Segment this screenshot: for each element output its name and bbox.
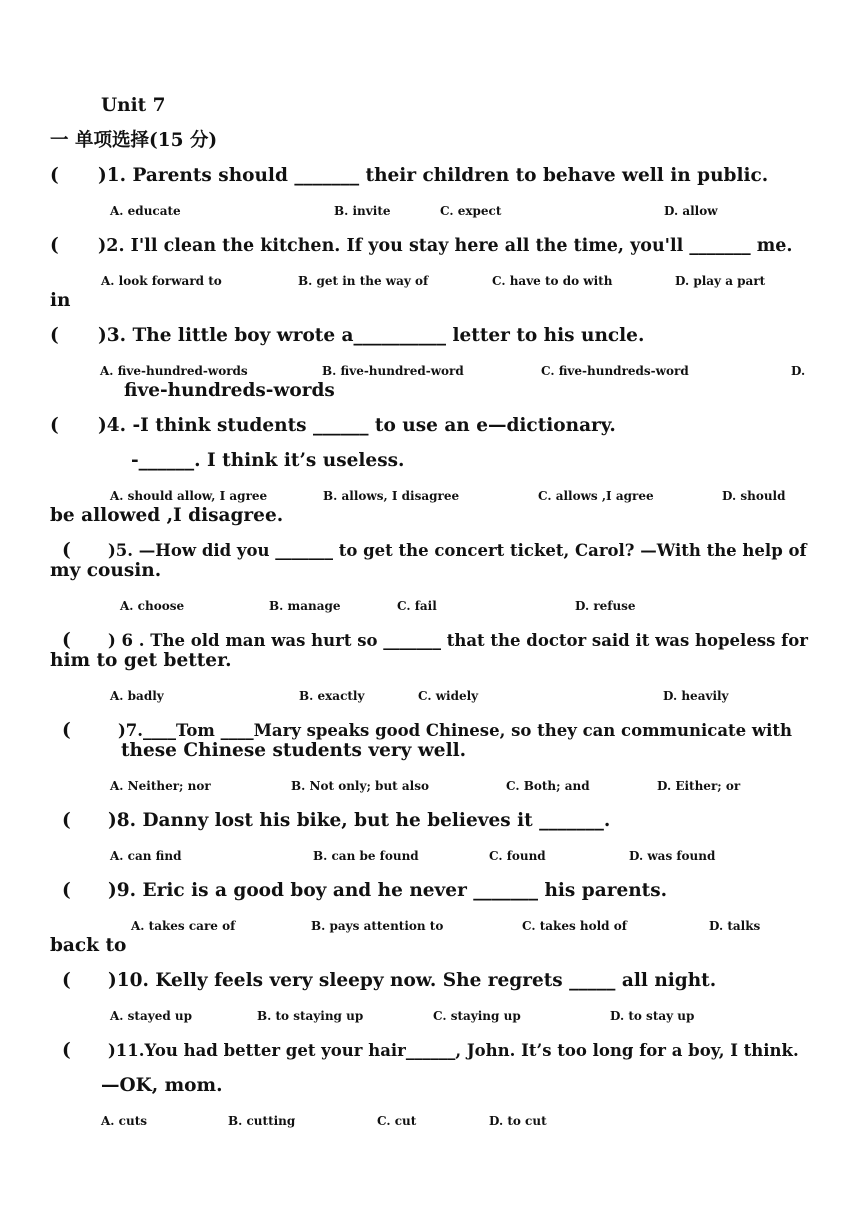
option-a: A. choose [120,599,185,613]
question-5-stem-tail: my cousin. [50,560,162,581]
question-4-reply: -______. I think it’s useless. [131,450,405,471]
option-c: C. have to do with [492,274,613,288]
question-3-paren: ( [50,325,59,346]
option-a: A. can find [110,849,182,863]
question-1-paren: ( [50,165,59,186]
question-2-paren: ( [50,235,59,256]
option-b: B. exactly [299,689,365,703]
question-10-stem: )10. Kelly feels very sleepy now. She regrets _____ all night. [108,970,717,991]
question-11-reply: —OK, mom. [101,1075,223,1096]
option-a: A. cuts [101,1114,147,1128]
option-d: D. talks [709,919,761,933]
question-9-stem: )9. Eric is a good boy and he never _______ his parents. [108,880,668,901]
option-b: B. pays attention to [311,919,444,933]
option-d: D. to cut [489,1114,547,1128]
option-d: D. play a part [675,274,766,288]
option-a: A. takes care of [131,919,236,933]
option-a: A. five-hundred-words [100,364,248,378]
option-b: B. invite [334,204,391,218]
option-d: D. Either; or [657,779,741,793]
option-c: C. takes hold of [522,919,627,933]
question-9-option-tail: back to [50,935,127,956]
question-6-paren: ( [62,630,71,651]
question-3-stem: )3. The little boy wrote a__________ letter to his uncle. [98,325,645,346]
option-a: A. should allow, I agree [110,489,268,503]
option-c: C. expect [440,204,502,218]
option-b: B. to staying up [257,1009,364,1023]
question-6-stem-tail: him to get better. [50,650,232,671]
question-8-paren: ( [62,810,71,831]
question-5-stem: )5. —How did you _______ to get the concert ticket, Carol? —With the help of [108,541,807,560]
option-d: D. [791,364,806,378]
option-c: C. found [489,849,546,863]
section-heading: 一 单项选择(15 分) [50,130,218,151]
option-a: A. look forward to [101,274,222,288]
option-d: D. refuse [575,599,636,613]
option-c: C. allows ,I agree [538,489,654,503]
option-a: A. Neither; nor [110,779,211,793]
question-10-paren: ( [62,970,71,991]
option-b: B. Not only; but also [291,779,429,793]
option-c: C. five-hundreds-word [541,364,689,378]
option-b: B. can be found [313,849,419,863]
option-a: A. badly [110,689,164,703]
question-9-paren: ( [62,880,71,901]
option-c: C. fail [397,599,437,613]
option-b: B. get in the way of [298,274,429,288]
option-a: A. educate [110,204,181,218]
question-1-stem: )1. Parents should _______ their children to behave well in public. [98,165,769,186]
question-7-paren: ( [62,720,71,741]
option-a: A. stayed up [110,1009,193,1023]
option-d: D. was found [629,849,716,863]
question-5-paren: ( [62,540,71,561]
question-2-option-tail: in [50,290,71,311]
question-11-paren: ( [62,1040,71,1061]
question-4-paren: ( [50,415,59,436]
option-c: C. widely [418,689,479,703]
option-c: C. Both; and [506,779,590,793]
option-d: D. should [722,489,786,503]
question-6-stem: ) 6 . The old man was hurt so _______ that the doctor said it was hopeless for [108,631,808,650]
question-3-option-tail: five-hundreds-words [124,380,335,401]
question-8-stem: )8. Danny lost his bike, but he believes it _______. [108,810,611,831]
question-4-stem: )4. -I think students ______ to use an e—dictionary. [98,415,616,436]
option-b: B. cutting [228,1114,296,1128]
option-c: C. cut [377,1114,417,1128]
question-7-stem-tail: these Chinese students very well. [121,740,467,761]
option-d: D. allow [664,204,718,218]
option-b: B. five-hundred-word [322,364,464,378]
question-2-stem: )2. I'll clean the kitchen. If you stay here all the time, you'll _______ me. [98,236,793,256]
option-b: B. manage [269,599,341,613]
question-11-stem: )11.You had better get your hair______, John. It’s too long for a boy, I think. [108,1041,799,1060]
option-b: B. allows, I disagree [323,489,460,503]
question-4-option-tail: be allowed ,I disagree. [50,505,284,526]
unit-title: Unit 7 [101,95,166,116]
option-d: D. heavily [663,689,729,703]
question-7-stem: )7.____Tom ____Mary speaks good Chinese, so they can communicate with [118,721,792,740]
option-c: C. staying up [433,1009,521,1023]
option-d: D. to stay up [610,1009,695,1023]
